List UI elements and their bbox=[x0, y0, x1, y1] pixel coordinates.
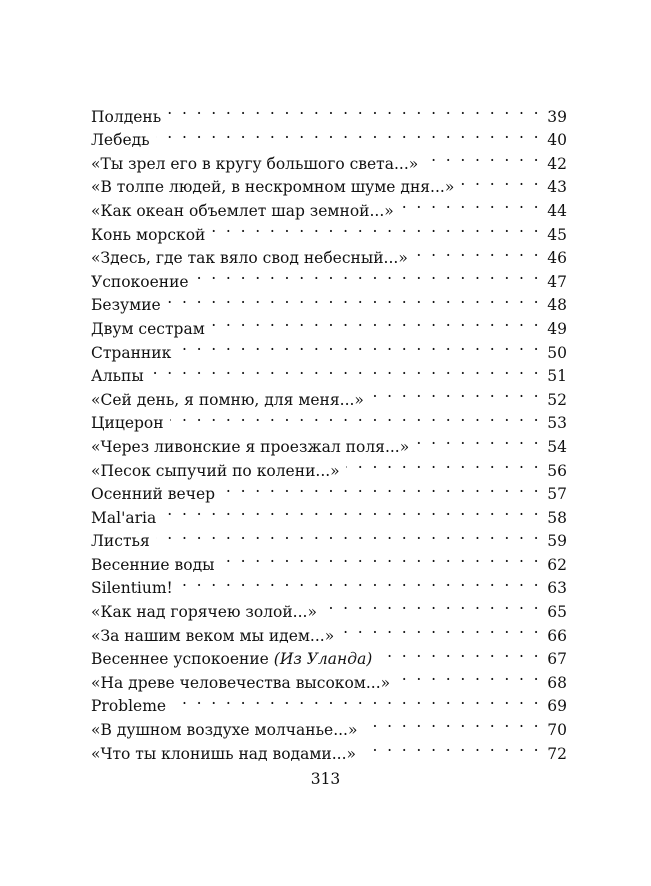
dot-leader bbox=[362, 735, 541, 759]
toc-entry-title-text: Весеннее успокоение bbox=[91, 650, 269, 669]
toc-entry-title bbox=[91, 507, 162, 531]
toc-entry-page: 52 bbox=[547, 390, 567, 409]
toc-entry-title-text: Безумие bbox=[91, 296, 161, 315]
toc-entry-title-text: Полдень bbox=[91, 107, 162, 126]
dot-leader bbox=[340, 617, 541, 641]
dot-leader bbox=[363, 711, 541, 735]
toc-entry-title-text: Двум сестрам bbox=[91, 319, 205, 338]
toc-entry-title-text: Листья bbox=[91, 532, 150, 551]
toc-entry-page: 54 bbox=[547, 437, 567, 456]
toc-entry-note: (Из Уланда) bbox=[273, 650, 373, 669]
toc-entry-title-text: «В толпе людей, в нескромном шуме дня...» bbox=[91, 178, 455, 197]
dot-leader bbox=[400, 192, 541, 216]
toc-entry-title-text: Probleme bbox=[91, 697, 167, 716]
dot-leader bbox=[414, 240, 541, 264]
toc-entry-page: 56 bbox=[547, 461, 567, 480]
toc-entry-page: 50 bbox=[547, 343, 567, 362]
toc-entry-page: 43 bbox=[547, 178, 567, 197]
dot-leader bbox=[167, 287, 541, 311]
toc-entry-page: 66 bbox=[547, 626, 567, 645]
toc-entry-page: 48 bbox=[547, 296, 567, 315]
toc-entry-title-text: «Как океан объемлет шар земной...» bbox=[91, 201, 394, 220]
page-number: 313 bbox=[310, 770, 341, 788]
toc-entry-title bbox=[91, 365, 150, 389]
toc-entry bbox=[91, 145, 567, 173]
toc-entry-title-text: Mal'aria bbox=[91, 508, 157, 527]
toc-entry-page: 57 bbox=[547, 485, 567, 504]
toc-entry-title-text: Осенний вечер bbox=[91, 485, 216, 504]
toc-entry-page: 46 bbox=[547, 249, 567, 268]
toc-entry-title-text: Весенние воды bbox=[91, 555, 215, 574]
toc-entry-title bbox=[91, 719, 363, 743]
toc-entry-title-text: Странник bbox=[91, 343, 172, 362]
toc-entry-page: 45 bbox=[547, 225, 567, 244]
toc-entry-title-text: «Что ты клонишь над водами...» bbox=[91, 744, 356, 763]
dot-leader bbox=[177, 334, 541, 358]
toc-entry-title bbox=[91, 625, 340, 649]
dot-leader bbox=[378, 641, 541, 665]
toc-entry-title bbox=[91, 601, 323, 625]
toc-entry bbox=[91, 358, 567, 386]
toc-entry-page: 59 bbox=[547, 532, 567, 551]
dot-leader bbox=[167, 98, 541, 122]
dot-leader bbox=[179, 570, 541, 594]
table-of-contents bbox=[91, 98, 567, 763]
toc-entry-title-text: Конь морской bbox=[91, 225, 206, 244]
dot-leader bbox=[396, 664, 541, 688]
toc-entry-page: 49 bbox=[547, 319, 567, 338]
toc-entry-title bbox=[91, 648, 378, 672]
dot-leader bbox=[150, 358, 541, 382]
toc-entry-title bbox=[91, 224, 211, 248]
dot-leader bbox=[170, 405, 541, 429]
toc-list bbox=[91, 98, 567, 763]
dot-leader bbox=[415, 428, 541, 452]
toc-entry-page: 67 bbox=[547, 650, 567, 669]
toc-entry-title bbox=[91, 294, 167, 318]
toc-entry-page: 62 bbox=[547, 555, 567, 574]
toc-entry-page: 40 bbox=[547, 131, 567, 150]
toc-entry-title-text: «За нашим веком мы идем...» bbox=[91, 626, 335, 645]
toc-entry-page: 42 bbox=[547, 154, 567, 173]
dot-leader bbox=[162, 499, 541, 523]
toc-entry-title-text: «Сей день, я помню, для меня...» bbox=[91, 390, 364, 409]
toc-entry bbox=[91, 546, 567, 574]
toc-entry bbox=[91, 122, 567, 150]
toc-entry-title bbox=[91, 577, 179, 601]
dot-leader bbox=[221, 476, 541, 500]
toc-entry-page: 44 bbox=[547, 201, 567, 220]
dot-leader bbox=[211, 216, 541, 240]
toc-entry-title-text: «Песок сыпучий по колени...» bbox=[91, 461, 340, 480]
toc-entry-title bbox=[91, 412, 170, 436]
toc-entry-title-text: Цицерон bbox=[91, 414, 164, 433]
toc-entry-page: 51 bbox=[547, 367, 567, 386]
dot-leader bbox=[195, 263, 541, 287]
dot-leader bbox=[156, 523, 541, 547]
toc-entry-title bbox=[91, 530, 156, 554]
dot-leader bbox=[323, 593, 541, 617]
toc-entry-title-text: Лебедь bbox=[91, 131, 150, 150]
dot-leader bbox=[156, 122, 541, 146]
toc-entry-title-text: Успокоение bbox=[91, 272, 189, 291]
toc-entry-title-text: Silentium! bbox=[91, 579, 173, 598]
toc-entry-page: 63 bbox=[547, 579, 567, 598]
toc-entry-title bbox=[91, 129, 156, 153]
dot-leader bbox=[172, 688, 541, 712]
toc-entry-title-text: «На древе человечества высоком...» bbox=[91, 673, 391, 692]
dot-leader bbox=[346, 452, 541, 476]
dot-leader bbox=[460, 169, 541, 193]
toc-entry-page: 53 bbox=[547, 414, 567, 433]
toc-entry bbox=[91, 499, 567, 527]
toc-entry-title-text: «Ты зрел его в кругу большого света...» bbox=[91, 154, 419, 173]
toc-entry bbox=[91, 98, 567, 126]
toc-entry-title bbox=[91, 743, 362, 767]
toc-entry-title-text: «Здесь, где так вяло свод небесный...» bbox=[91, 249, 408, 268]
toc-entry-title bbox=[91, 695, 172, 719]
toc-entry-page: 68 bbox=[547, 673, 567, 692]
toc-entry-title-text: «Как над горячею золой...» bbox=[91, 603, 317, 622]
toc-entry-title-text: «В душном воздухе молчанье...» bbox=[91, 721, 358, 740]
dot-leader bbox=[211, 310, 541, 334]
toc-entry-page: 39 bbox=[547, 107, 567, 126]
toc-entry-page: 65 bbox=[547, 603, 567, 622]
toc-entry bbox=[91, 381, 567, 409]
dot-leader bbox=[424, 145, 541, 169]
toc-entry-page: 58 bbox=[547, 508, 567, 527]
toc-entry-page: 72 bbox=[547, 744, 567, 763]
toc-entry-title-text: «Через ливонские я проезжал поля...» bbox=[91, 437, 410, 456]
dot-leader bbox=[370, 381, 541, 405]
toc-entry-title-text: Альпы bbox=[91, 367, 144, 386]
toc-entry-page: 69 bbox=[547, 697, 567, 716]
toc-entry-page: 70 bbox=[547, 721, 567, 740]
toc-entry bbox=[91, 523, 567, 551]
toc-entry-title bbox=[91, 153, 424, 177]
toc-entry-page: 47 bbox=[547, 272, 567, 291]
dot-leader bbox=[220, 546, 541, 570]
